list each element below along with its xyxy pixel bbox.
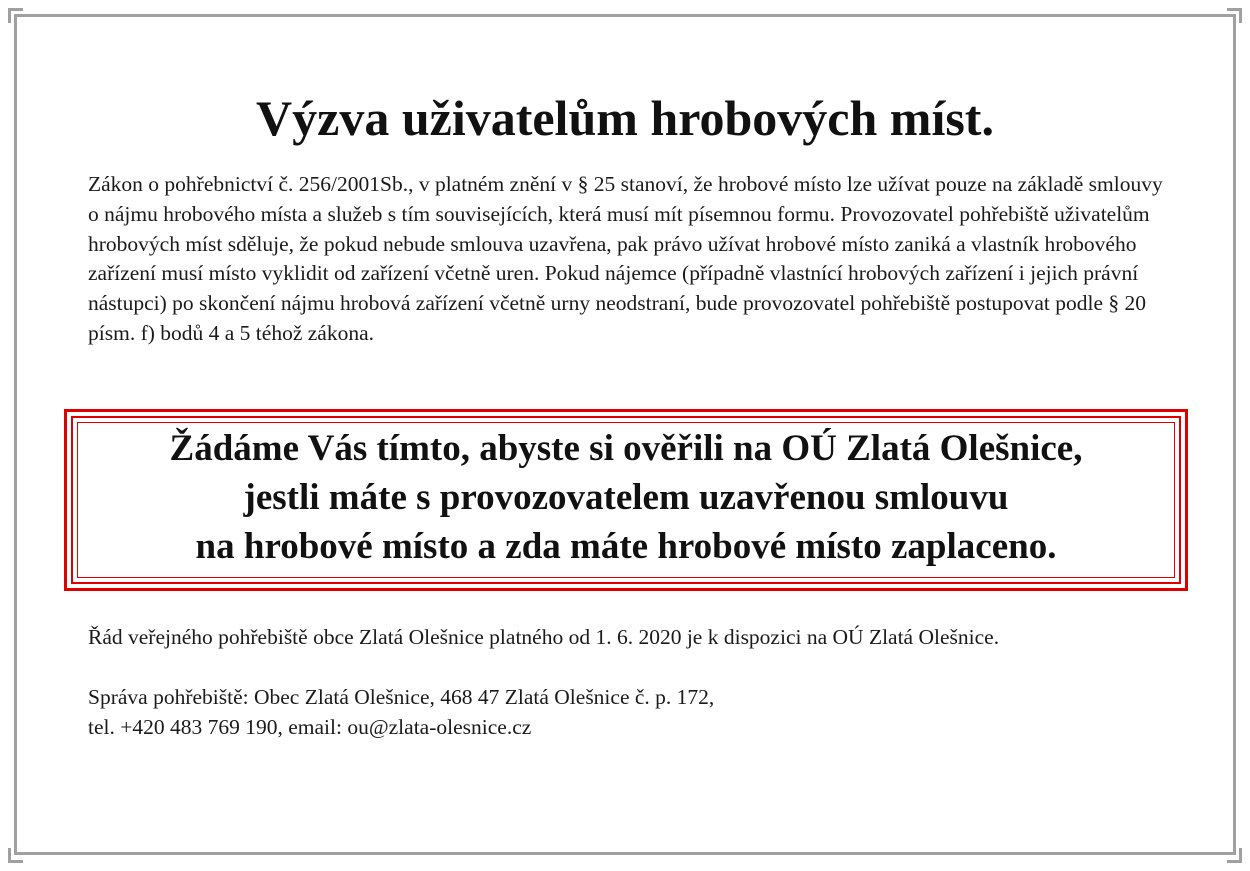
contact-address: Správa pohřebiště: Obec Zlatá Olešnice, 468 47 Zlatá Olešnice č. p. 172, <box>88 685 715 709</box>
corner-mark-bottom-left <box>8 848 23 863</box>
corner-mark-top-left <box>8 8 23 23</box>
page-title: Výzva uživatelům hrobových míst. <box>256 90 994 146</box>
notice-text <box>67 424 1185 571</box>
notice-line-1: Žádáme Vás tímto, abyste si ověřili na OÚ Zlatá Olešnice, <box>169 428 1083 469</box>
notice-line-3: na hrobové místo a zda máte hrobové místo zaplaceno. <box>195 526 1057 567</box>
corner-mark-bottom-right <box>1227 848 1242 863</box>
corner-mark-top-right <box>1227 8 1242 23</box>
notice-line-2: jestli máte s provozovatelem uzavřenou smlouvu <box>243 477 1009 518</box>
intro-paragraph: Zákon o pohřebnictví č. 256/2001Sb., v platném znění v § 25 stanoví, že hrobové místo lze užívat pouze na základě smlouvy o nájmu hrobového místa a služeb s tím souvisejících, která musí mít písemnou formu. Provozovatel pohřebiště uživatelům hrobových míst sděluje, že pokud nebude smlouva uzavřena, pak právo užívat hrobové místo zaniká a vlastník hrobového zařízení musí místo vyklidit od zařízení včetně uren. Pokud nájemce (případně vlastnící hrobových zařízení i jejich právní nástupci) po skončení nájmu hrobová zařízení včetně urny neodstraní, bude provozovatel pohřebiště postupovat podle § 20 písm. f) bodů 4 a 5 téhož zákona. <box>88 172 1163 345</box>
notice-box <box>64 409 1188 591</box>
contact-phone-email: tel. +420 483 769 190, email: ou@zlata-olesnice.cz <box>88 715 532 739</box>
contact-block <box>88 682 1188 742</box>
rules-note: Řád veřejného pohřebiště obce Zlatá Olešnice platného od 1. 6. 2020 je k dispozici na OÚ Zlatá Olešnice. <box>88 625 1000 649</box>
